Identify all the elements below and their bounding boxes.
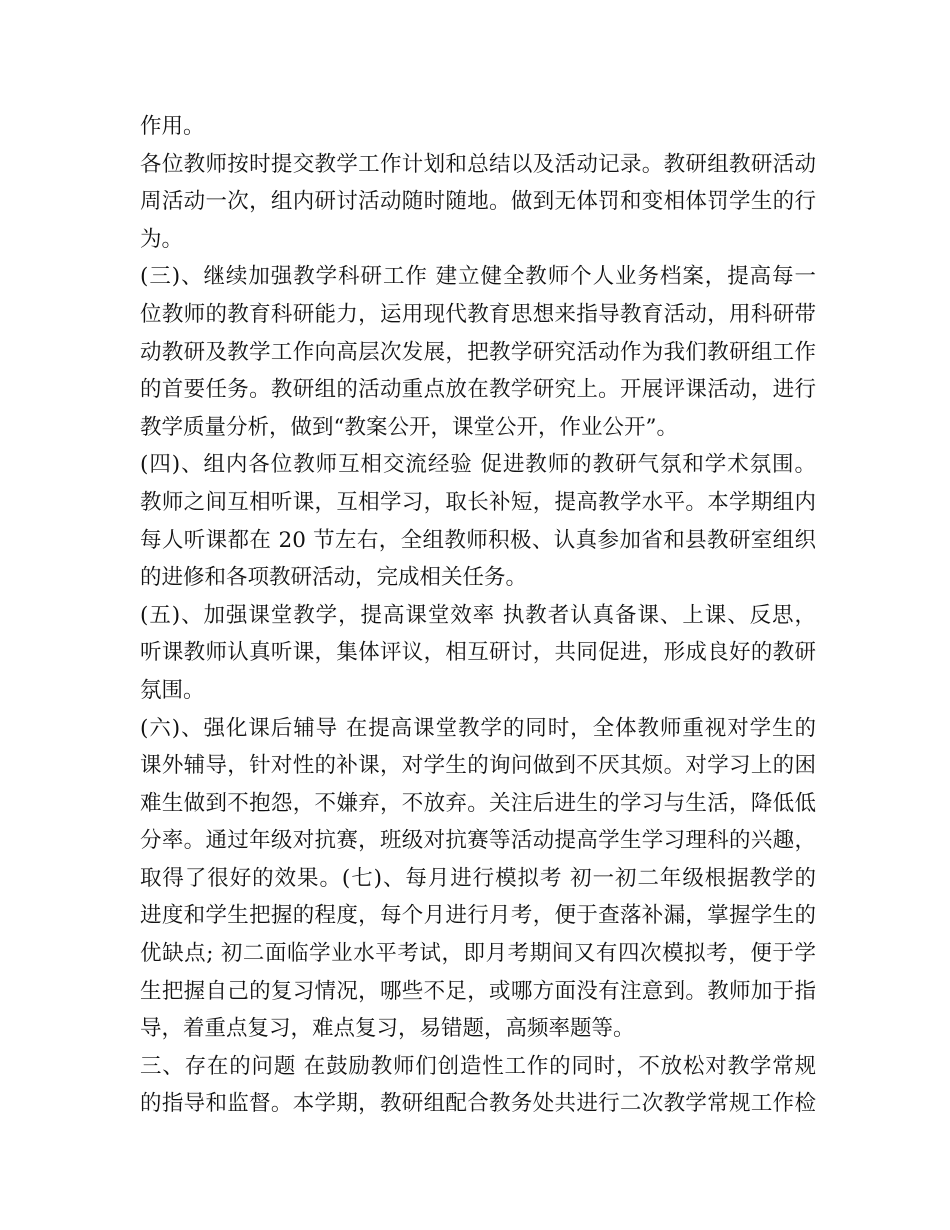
text-line: 三、存在的问题 在鼓励教师们创造性工作的同时，不放松对教学常规 xyxy=(140,1053,816,1079)
text-line: 进度和学生把握的程度，每个月进行月考，便于查落补漏，掌握学生的 xyxy=(140,903,816,929)
text-line: 分率。通过年级对抗赛，班级对抗赛等活动提高学生学习理科的兴趣， xyxy=(140,828,816,854)
text-line: 为。 xyxy=(140,226,184,252)
text-line: (三)、继续加强教学科研工作 建立健全教师个人业务档案，提高每一 xyxy=(140,264,816,290)
document-page xyxy=(140,108,816,1123)
text-line: (六)、强化课后辅导 在提高课堂教学的同时，全体教师重视对学生的 xyxy=(140,715,816,741)
text-line: 作用。 xyxy=(140,114,205,139)
text-line: 教师之间互相听课，互相学习，取长补短，提高教学水平。本学期组内 xyxy=(140,489,816,515)
text-line: 位教师的教育科研能力，运用现代教育思想来指导教育活动，用科研带 xyxy=(140,301,816,327)
text-line: 导，着重点复习，难点复习，易错题，高频率题等。 xyxy=(140,1016,635,1042)
text-line: (五)、加强课堂教学，提高课堂效率 执教者认真备课、上课、反思， xyxy=(140,602,816,628)
text-line: 周活动一次，组内研讨活动随时随地。做到无体罚和变相体罚学生的行 xyxy=(140,189,816,215)
text-line: 听课教师认真听课，集体评议，相互研讨，共同促进，形成良好的教研 xyxy=(140,640,816,666)
text-line: 取得了很好的效果。(七)、每月进行模拟考 初一初二年级根据教学的 xyxy=(140,865,816,891)
text-line: 各位教师按时提交教学工作计划和总结以及活动记录。教研组教研活动 xyxy=(140,151,816,177)
text-line: 课外辅导，针对性的补课，对学生的询问做到不厌其烦。对学习上的困 xyxy=(140,753,816,779)
text-line: (四)、组内各位教师互相交流经验 促进教师的教研气氛和学术氛围。 xyxy=(140,452,816,478)
text-line: 氛围。 xyxy=(140,677,205,703)
text-line: 每人听课都在 20 节左右，全组教师积极、认真参加省和县教研室组织 xyxy=(140,527,816,553)
text-line: 教学质量分析，做到“教案公开，课堂公开，作业公开”。 xyxy=(140,414,678,440)
text-line: 的指导和监督。本学期，教研组配合教务处共进行二次教学常规工作检 xyxy=(140,1091,816,1117)
text-line: 的进修和各项教研活动，完成相关任务。 xyxy=(140,565,528,591)
text-line: 难生做到不抱怨，不嫌弃，不放弃。关注后进生的学习与生活，降低低 xyxy=(140,790,816,816)
text-line: 生把握自己的复习情况，哪些不足，或哪方面没有注意到。教师加于指 xyxy=(140,978,816,1004)
text-line: 的首要任务。教研组的活动重点放在教学研究上。开展评课活动，进行 xyxy=(140,377,816,403)
text-line: 动教研及教学工作向高层次发展，把教学研究活动作为我们教研组工作 xyxy=(140,339,816,365)
text-line: 优缺点; 初二面临学业水平考试，即月考期间又有四次模拟考，便于学 xyxy=(140,941,816,967)
